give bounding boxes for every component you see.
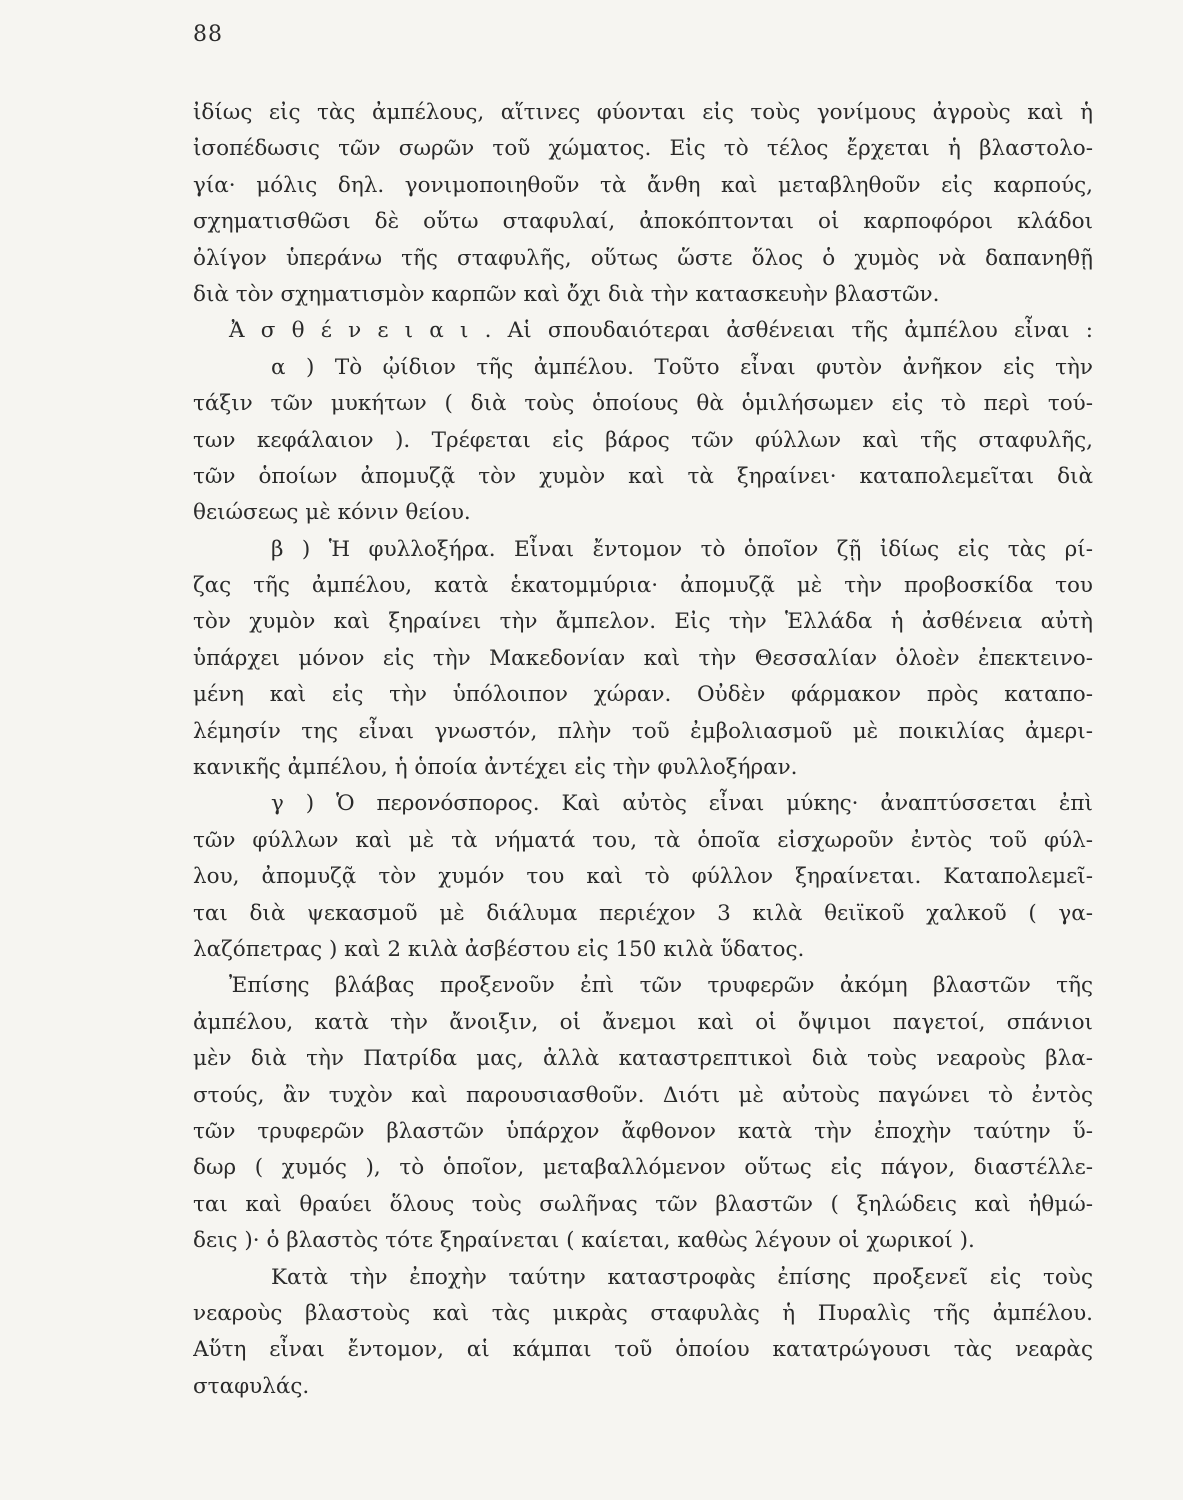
text-line: στούς, ἂν τυχὸν καὶ παρουσιασθοῦν. Διότι μὲ αὐτοὺς παγώνει τὸ ἐντὸς (193, 1082, 1093, 1108)
text-line: διὰ τὸν σχηματισμὸν καρπῶν καὶ ὄχι διὰ τὴν κατασκευὴν βλαστῶν. (193, 281, 940, 307)
text-line: β ) Ἡ φυλλοξήρα. Εἶναι ἔντομον τὸ ὁποῖον ζῇ ἰδίως εἰς τὰς ρί- (271, 536, 1093, 562)
text-line: Κατὰ τὴν ἐποχὴν ταύτην καταστροφὰς ἐπίσης προξενεῖ εἰς τοὺς (271, 1264, 1093, 1290)
text-line: μὲν διὰ τὴν Πατρίδα μας, ἀλλὰ καταστρεπτικοὶ διὰ τοὺς νεαροὺς βλα- (193, 1046, 1093, 1072)
text-line: Αὕτη εἶναι ἔντομον, αἱ κάμπαι τοῦ ὁποίου κατατρώγουσι τὰς νεαρὰς (193, 1337, 1093, 1363)
text-line: λαζόπετρας ) καὶ 2 κιλὰ ἀσβέστου εἰς 150 κιλὰ ὕδατος. (193, 936, 805, 962)
text-line: ἀμπέλου, κατὰ τὴν ἄνοιξιν, οἱ ἄνεμοι καὶ οἱ ὄψιμοι παγετοί, σπάνιοι (193, 1009, 1093, 1035)
text-line: τάξιν τῶν μυκήτων ( διὰ τοὺς ὁποίους θὰ ὁμιλήσωμεν εἰς τὸ περὶ τού- (193, 391, 1093, 417)
text-line: δωρ ( χυμός ), τὸ ὁποῖον, μεταβαλλόμενον οὕτως εἰς πάγον, διαστέλλε- (193, 1155, 1093, 1181)
text-line: Ἀ σ θ έ ν ε ι α ι . Αἱ σπουδαιότεραι ἀσθένειαι τῆς ἀμπέλου εἶναι : (229, 318, 1093, 344)
text-line: ἰδίως εἰς τὰς ἀμπέλους, αἵτινες φύονται εἰς τοὺς γονίμους ἀγροὺς καὶ ἡ (193, 100, 1093, 125)
text-line: α ) Τὸ ᾠίδιον τῆς ἀμπέλου. Τοῦτο εἶναι φυτὸν ἀνῆκον εἰς τὴν (271, 354, 1093, 380)
text-line: σχηματισθῶσι δὲ οὕτω σταφυλαί, ἀποκόπτονται οἱ καρποφόροι κλάδοι (193, 209, 1093, 235)
text-line: τῶν ὁποίων ἀπομυζᾷ τὸν χυμὸν καὶ τὰ ξηραίνει· καταπολεμεῖται διὰ (193, 463, 1093, 489)
text-line: θειώσεως μὲ κόνιν θείου. (193, 500, 471, 526)
text-line: τῶν φύλλων καὶ μὲ τὰ νήματά του, τὰ ὁποῖα εἰσχωροῦν ἐντὸς τοῦ φύλ- (193, 827, 1093, 853)
text-line: ζας τῆς ἀμπέλου, κατὰ ἑκατομμύρια· ἀπομυζᾷ μὲ τὴν προβοσκίδα του (193, 573, 1093, 599)
text-line: δεις )· ὁ βλαστὸς τότε ξηραίνεται ( καίεται, καθὼς λέγουν οἱ χωρικοί ). (193, 1228, 975, 1254)
text-line: ται διὰ ψεκασμοῦ μὲ διάλυμα περιέχον 3 κιλὰ θειϊκοῦ χαλκοῦ ( γα- (193, 900, 1093, 926)
text-line: σταφυλάς. (193, 1373, 310, 1399)
text-line: λου, ἀπομυζᾷ τὸν χυμόν του καὶ τὸ φύλλον ξηραίνεται. Καταπολεμεῖ- (193, 864, 1093, 890)
text-line: νεαροὺς βλαστοὺς καὶ τὰς μικρὰς σταφυλὰς ἡ Πυραλὶς τῆς ἀμπέλου. (193, 1300, 1093, 1326)
text-line: των κεφάλαιον ). Τρέφεται εἰς βάρος τῶν φύλλων καὶ τῆς σταφυλῆς, (193, 427, 1093, 453)
text-line: μένη καὶ εἰς τὴν ὑπόλοιπον χώραν. Οὐδὲν φάρμακον πρὸς καταπο- (193, 682, 1093, 708)
text-line: ὀλίγον ὑπεράνω τῆς σταφυλῆς, οὕτως ὥστε ὅλος ὁ χυμὸς νὰ δαπανηθῇ (193, 245, 1093, 271)
text-line: κανικῆς ἀμπέλου, ἡ ὁποία ἀντέχει εἰς τὴν φυλλοξήραν. (193, 755, 798, 781)
text-line: ὑπάρχει μόνον εἰς τὴν Μακεδονίαν καὶ τὴν Θεσσαλίαν ὁλοὲν ἐπεκτεινο- (193, 645, 1093, 671)
text-line: ἰσοπέδωσις τῶν σωρῶν τοῦ χώματος. Εἰς τὸ τέλος ἔρχεται ἡ βλαστολο- (193, 136, 1093, 162)
text-line: γία· μόλις δηλ. γονιμοποιηθοῦν τὰ ἄνθη καὶ μεταβληθοῦν εἰς καρπούς, (193, 172, 1093, 198)
text-line: λέμησίν της εἶναι γνωστόν, πλὴν τοῦ ἐμβολιασμοῦ μὲ ποικιλίας ἀμερι- (193, 718, 1093, 744)
text-line: τῶν τρυφερῶν βλαστῶν ὑπάρχον ἄφθονον κατὰ τὴν ἐποχὴν ταύτην ὕ- (193, 1118, 1093, 1144)
body-text (193, 95, 1093, 1405)
text-line: Ἐπίσης βλάβας προξενοῦν ἐπὶ τῶν τρυφερῶν ἀκόμη βλαστῶν τῆς (229, 973, 1093, 999)
text-line: τὸν χυμὸν καὶ ξηραίνει τὴν ἄμπελον. Εἰς τὴν Ἑλλάδα ἡ ἀσθένεια αὐτὴ (193, 609, 1093, 635)
text-line: γ ) Ὁ περονόσπορος. Καὶ αὐτὸς εἶναι μύκης· ἀναπτύσσεται ἐπὶ (271, 791, 1093, 817)
page-number: 88 (193, 22, 223, 47)
text-line: ται καὶ θραύει ὅλους τοὺς σωλῆνας τῶν βλαστῶν ( ξηλώδεις καὶ ἠθμώ- (193, 1191, 1093, 1217)
